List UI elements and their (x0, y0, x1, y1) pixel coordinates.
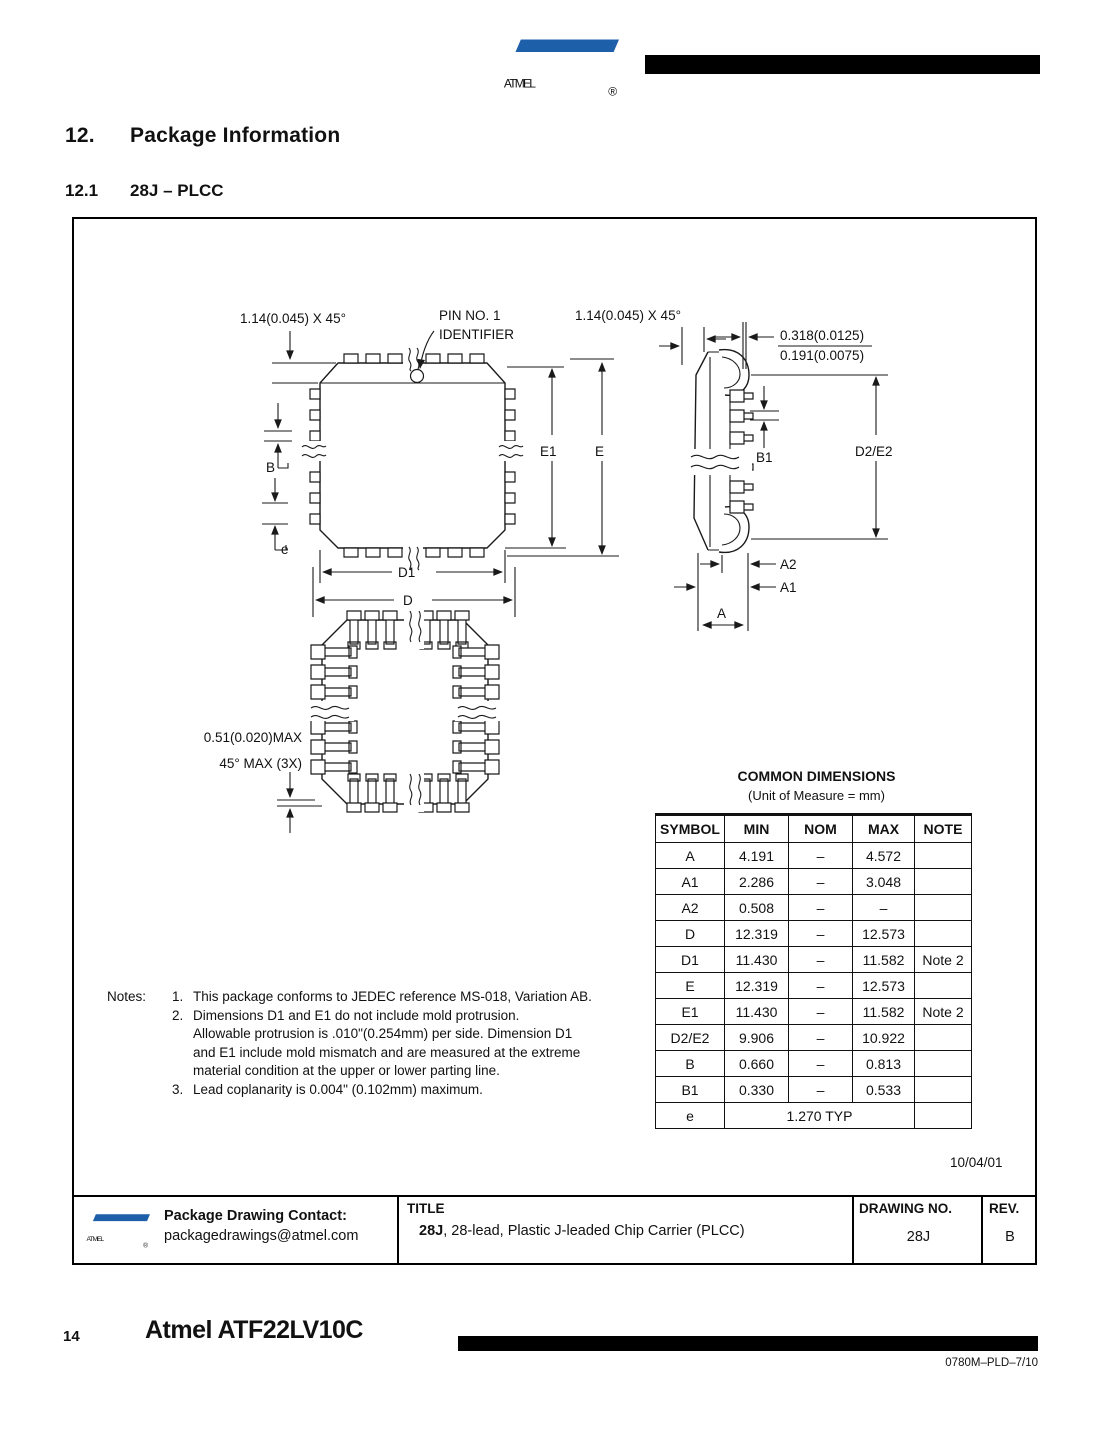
cell: – (789, 947, 853, 973)
registered-mark: ® (608, 84, 618, 99)
cell: D (656, 921, 725, 947)
dim-label-e: e (281, 542, 289, 557)
section-number: 12. (65, 124, 95, 147)
cell: A (656, 843, 725, 869)
pin1-identifier-dot (411, 370, 424, 383)
atmel-logo-wordmark: ATMEL (86, 1235, 104, 1243)
cell: 11.582 (853, 999, 915, 1025)
cell: 12.573 (853, 921, 915, 947)
drawing-title-text: , 28-lead, Plastic J-leaded Chip Carrier (PLCC) (443, 1223, 745, 1239)
cell: 0.533 (853, 1077, 915, 1103)
cell: B1 (656, 1077, 725, 1103)
section-title: Package Information (130, 124, 341, 147)
cell: Note 2 (915, 947, 972, 973)
note-line: and E1 include mold mismatch and are measured at the extreme (193, 1044, 581, 1060)
dim-label-chamfer-top: 1.14(0.045) X 45° (240, 311, 346, 326)
cell (915, 843, 972, 869)
dim-label-E: E (595, 444, 605, 459)
col-header: MIN (725, 815, 789, 843)
dim-label-b1: B1 (756, 450, 773, 465)
dim-label-a: A (717, 606, 727, 621)
cell: – (853, 895, 915, 921)
cell: 2.286 (725, 869, 789, 895)
note-line: material condition at the upper or lower parting line. (193, 1063, 500, 1078)
contact-label: Package Drawing Contact: (164, 1208, 347, 1224)
cell: 0.660 (725, 1051, 789, 1077)
col-header: NOTE (915, 815, 972, 843)
notes-label: Notes: (107, 989, 147, 1004)
rev-label: REV. (989, 1201, 1020, 1216)
top-view-outline (320, 363, 505, 548)
cell: 0.508 (725, 895, 789, 921)
cell: – (789, 921, 853, 947)
note-line (172, 988, 642, 1007)
subsection-title: 28J – PLCC (130, 181, 224, 200)
cell (915, 1025, 972, 1051)
note-line (172, 1007, 642, 1026)
cell: E1 (656, 999, 725, 1025)
dim-label-e1: E1 (540, 444, 557, 459)
note-text: Dimensions D1 and E1 do not include mold protrusion. (193, 1007, 520, 1023)
dim-label-d2e2: D2/E2 (855, 444, 893, 459)
cell: – (789, 973, 853, 999)
dim-label-lead-thickness-max: 0.318(0.0125) (780, 328, 865, 343)
drawing-no-value: 28J (906, 1229, 931, 1245)
atmel-logo-bar (515, 39, 619, 51)
table-row (656, 895, 972, 921)
cell: 11.430 (725, 999, 789, 1025)
table-subtitle: (Unit of Measure = mm) (748, 788, 885, 803)
pin1-label-line2: IDENTIFIER (439, 327, 515, 342)
cell (915, 1051, 972, 1077)
cell: – (789, 1077, 853, 1103)
drawing-title-code: 28J (419, 1223, 444, 1239)
drawing-title (419, 1223, 745, 1239)
cell: – (789, 1051, 853, 1077)
cell: e (656, 1103, 725, 1129)
note-number: 1. (172, 989, 184, 1004)
cell: 11.430 (725, 947, 789, 973)
cell (915, 921, 972, 947)
title-label: TITLE (407, 1201, 445, 1216)
col-header: SYMBOL (656, 815, 725, 843)
cell: – (789, 869, 853, 895)
drawing-no-label: DRAWING NO. (859, 1201, 952, 1216)
note-text: Lead coplanarity is 0.004" (0.102mm) maximum. (193, 1081, 483, 1097)
dim-label-b: B (266, 460, 276, 475)
cell: – (789, 843, 853, 869)
table-row (656, 869, 972, 895)
table-title: COMMON DIMENSIONS (737, 768, 896, 784)
table-row (656, 999, 972, 1025)
contact-email[interactable]: packagedrawings@atmel.com (164, 1228, 359, 1244)
atmel-logo-bar (93, 1214, 150, 1221)
table-row (656, 947, 972, 973)
atmel-logo-wordmark: ATMEL (503, 76, 535, 91)
cell: E (656, 973, 725, 999)
contact-cell (74, 1197, 397, 1265)
table-row (656, 843, 972, 869)
rev-value: B (1005, 1229, 1015, 1245)
note-line: Allowable protrusion is .010"(0.254mm) per side. Dimension D1 (193, 1026, 573, 1041)
cell: – (789, 1025, 853, 1051)
note-text: This package conforms to JEDEC reference MS-018, Variation AB. (193, 989, 592, 1004)
drawing-no-cell (852, 1197, 983, 1265)
col-header: NOM (789, 815, 853, 843)
cell (915, 895, 972, 921)
cell: – (789, 999, 853, 1025)
cell: 9.906 (725, 1025, 789, 1051)
notes-block (107, 988, 647, 1103)
table-header-row (656, 815, 972, 843)
registered-mark: ® (143, 1242, 148, 1249)
cell: 0.813 (853, 1051, 915, 1077)
cell (915, 869, 972, 895)
cell: A1 (656, 869, 725, 895)
note-number: 3. (172, 1081, 184, 1097)
table-row (656, 921, 972, 947)
bottom-view-dimensions (204, 730, 322, 833)
cell: 1.270 TYP (725, 1103, 915, 1129)
subsection-number: 12.1 (65, 181, 99, 200)
dim-label-d: D (403, 593, 413, 608)
document-number: 0780M–PLD–7/10 (945, 1357, 1038, 1369)
note-line (172, 1081, 642, 1100)
rev-cell (981, 1197, 1037, 1265)
cell: Note 2 (915, 999, 972, 1025)
cell: 4.191 (725, 843, 789, 869)
table-row (656, 1077, 972, 1103)
cell: 3.048 (853, 869, 915, 895)
table-row (656, 1051, 972, 1077)
cell (915, 1103, 972, 1129)
cell (915, 1077, 972, 1103)
title-block (72, 1195, 1037, 1265)
atmel-logo-small (86, 1213, 150, 1249)
side-view-top-j-hook (719, 350, 749, 396)
table-row (656, 1103, 972, 1129)
cell: D1 (656, 947, 725, 973)
revision-date: 10/04/01 (950, 1155, 1003, 1170)
dim-label-a1: A1 (780, 580, 797, 595)
bottom-view (308, 609, 501, 812)
package-drawing-frame (72, 217, 1037, 1265)
cell: D2/E2 (656, 1025, 725, 1051)
cell: 12.573 (853, 973, 915, 999)
cell: 4.572 (853, 843, 915, 869)
col-header: MAX (853, 815, 915, 843)
dim-label-angle: 45° MAX (3X) (219, 756, 302, 771)
dim-label-chamfer-side: 1.14(0.045) X 45° (575, 308, 681, 323)
footer-rule-bar (458, 1336, 1038, 1351)
dim-label-standoff: 0.51(0.020)MAX (203, 730, 302, 745)
title-cell (397, 1197, 854, 1265)
cell: 11.582 (853, 947, 915, 973)
top-view (300, 346, 523, 570)
page-number: 14 (63, 1328, 80, 1345)
cell: – (789, 895, 853, 921)
dim-label-d1: D1 (398, 565, 416, 580)
cell: 12.319 (725, 973, 789, 999)
note-number: 2. (172, 1007, 184, 1023)
table-row (656, 1025, 972, 1051)
cell: A2 (656, 895, 725, 921)
cell (915, 973, 972, 999)
pin1-label-line1: PIN NO. 1 (439, 308, 501, 323)
footer-product-title: Atmel ATF22LV10C (145, 1316, 363, 1344)
atmel-logo (503, 37, 619, 99)
notes-body (172, 988, 642, 1099)
table-row (656, 973, 972, 999)
header-rule-bar (645, 55, 1040, 74)
common-dimensions-table (655, 813, 972, 1129)
dim-label-lead-thickness-min: 0.191(0.0075) (780, 348, 865, 363)
cell: 0.330 (725, 1077, 789, 1103)
cell: 12.319 (725, 921, 789, 947)
side-view (688, 350, 753, 553)
dim-label-a2: A2 (780, 557, 797, 572)
cell: B (656, 1051, 725, 1077)
cell: 10.922 (853, 1025, 915, 1051)
